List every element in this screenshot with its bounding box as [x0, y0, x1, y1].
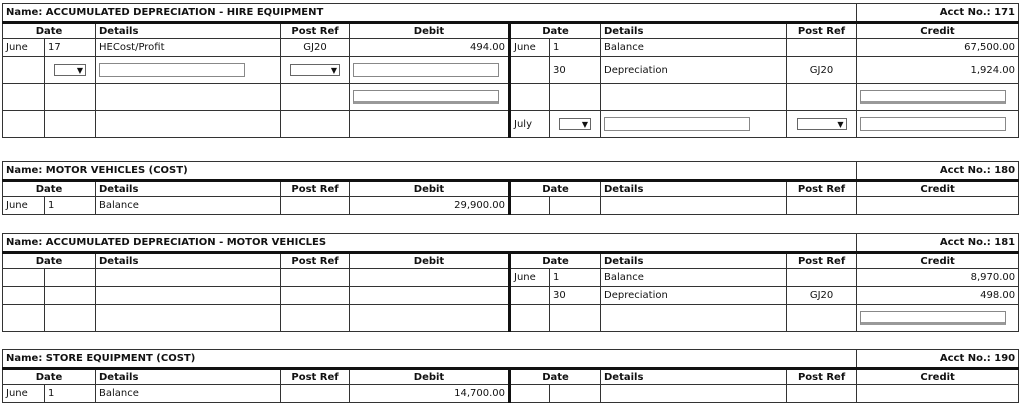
debit-amount: 494.00: [350, 39, 510, 57]
credit-details-cell: [601, 111, 787, 138]
debit-post-ref: [281, 269, 350, 287]
debit-post-ref: [281, 111, 350, 138]
credit-details: [601, 385, 787, 403]
credit-day-select[interactable]: [559, 118, 591, 130]
credit-date-header: Date: [510, 181, 601, 197]
account-number: Acct No.: 181: [857, 234, 1019, 253]
credit-date-header: Date: [510, 369, 601, 385]
credit-day: [550, 84, 601, 111]
debit-day: 1: [45, 197, 96, 215]
account-number: Acct No.: 180: [857, 162, 1019, 181]
debit-amount: [350, 305, 510, 332]
credit-month: June: [510, 269, 550, 287]
debit-details-header: Details: [96, 23, 281, 39]
debit-post-ref: [281, 305, 350, 332]
ledger-row: [3, 57, 1019, 84]
credit-details-header: Details: [601, 369, 787, 385]
credit-post-ref: GJ20: [787, 57, 857, 84]
debit-details-input[interactable]: [99, 63, 245, 77]
debit-day: [45, 269, 96, 287]
dropdown-arrow-icon: ▼: [837, 120, 844, 129]
credit-amount: [857, 197, 1019, 215]
debit-month: [3, 84, 45, 111]
credit-details: [601, 84, 787, 111]
credit-amount: 67,500.00: [857, 39, 1019, 57]
debit-post-ref: [281, 84, 350, 111]
debit-month: [3, 305, 45, 332]
credit-post-ref-header: Post Ref: [787, 23, 857, 39]
debit-details: Balance: [96, 385, 281, 403]
debit-details: Balance: [96, 197, 281, 215]
debit-header: Debit: [350, 253, 510, 269]
credit-details: Depreciation: [601, 57, 787, 84]
credit-details: [601, 197, 787, 215]
account-number: Acct No.: 190: [857, 350, 1019, 369]
debit-day: [45, 305, 96, 332]
credit-post-ref-cell: [787, 111, 857, 138]
credit-month: [510, 385, 550, 403]
debit-amount-input[interactable]: [353, 63, 499, 77]
credit-total-input[interactable]: [860, 311, 1006, 325]
debit-post-ref-cell: [281, 57, 350, 84]
ledger-row: [3, 305, 1019, 332]
debit-amount-cell: [350, 84, 510, 111]
debit-post-ref: GJ20: [281, 39, 350, 57]
credit-amount-cell: [857, 111, 1019, 138]
credit-date-header: Date: [510, 253, 601, 269]
debit-month: [3, 111, 45, 138]
credit-post-ref: [787, 39, 857, 57]
account-name: Name: STORE EQUIPMENT (COST): [3, 350, 857, 369]
debit-amount: 14,700.00: [350, 385, 510, 403]
debit-post-ref-header: Post Ref: [281, 181, 350, 197]
credit-details: Depreciation: [601, 287, 787, 305]
credit-date-header: Date: [510, 23, 601, 39]
credit-post-ref: [787, 197, 857, 215]
account-name: Name: MOTOR VEHICLES (COST): [3, 162, 857, 181]
credit-post-ref-header: Post Ref: [787, 181, 857, 197]
debit-details-header: Details: [96, 181, 281, 197]
debit-month: June: [3, 197, 45, 215]
credit-day: 1: [550, 269, 601, 287]
account-name: Name: ACCUMULATED DEPRECIATION - MOTOR VEHICLES: [3, 234, 857, 253]
credit-amount: 498.00: [857, 287, 1019, 305]
debit-details: [96, 305, 281, 332]
account-number: Acct No.: 171: [857, 4, 1019, 23]
credit-month: [510, 57, 550, 84]
debit-details: [96, 111, 281, 138]
credit-day: [550, 305, 601, 332]
dropdown-arrow-icon: ▼: [581, 120, 588, 129]
debit-month: [3, 287, 45, 305]
credit-details: [601, 305, 787, 332]
credit-details-header: Details: [601, 253, 787, 269]
debit-details-header: Details: [96, 253, 281, 269]
credit-amount-input[interactable]: [860, 117, 1006, 131]
ledger-row: [3, 287, 1019, 305]
credit-month: [510, 197, 550, 215]
debit-post-ref-header: Post Ref: [281, 253, 350, 269]
debit-day-cell: [45, 57, 96, 84]
credit-amount-cell: [857, 84, 1019, 111]
debit-details: HECost/Profit: [96, 39, 281, 57]
dropdown-arrow-icon: ▼: [76, 66, 83, 75]
debit-details: [96, 269, 281, 287]
debit-header: Debit: [350, 181, 510, 197]
debit-day-select[interactable]: [54, 64, 86, 76]
debit-day: [45, 111, 96, 138]
credit-details-header: Details: [601, 23, 787, 39]
debit-total-input[interactable]: [353, 90, 499, 104]
credit-day: 1: [550, 39, 601, 57]
debit-day: 17: [45, 39, 96, 57]
credit-post-ref: [787, 269, 857, 287]
credit-day: 30: [550, 287, 601, 305]
ledger-row: [3, 39, 1019, 57]
debit-date-header: Date: [3, 23, 96, 39]
credit-header: Credit: [857, 369, 1019, 385]
ledger-acc-dep-motor-vehicles: [2, 233, 1019, 332]
debit-post-ref-header: Post Ref: [281, 23, 350, 39]
credit-month: [510, 84, 550, 111]
debit-details: [96, 287, 281, 305]
ledger-row: [3, 84, 1019, 111]
credit-month: [510, 305, 550, 332]
debit-day: [45, 287, 96, 305]
credit-post-ref: GJ20: [787, 287, 857, 305]
credit-day: 30: [550, 57, 601, 84]
debit-header: Debit: [350, 369, 510, 385]
debit-header: Debit: [350, 23, 510, 39]
credit-amount: 1,924.00: [857, 57, 1019, 84]
credit-post-ref-header: Post Ref: [787, 253, 857, 269]
ledger-store-equipment-cost: [2, 349, 1019, 403]
credit-header: Credit: [857, 181, 1019, 197]
credit-details: Balance: [601, 39, 787, 57]
credit-amount-cell: [857, 305, 1019, 332]
credit-month: June: [510, 39, 550, 57]
ledger-row: [3, 197, 1019, 215]
debit-day: 1: [45, 385, 96, 403]
account-name: Name: ACCUMULATED DEPRECIATION - HIRE EQUIPMENT: [3, 4, 857, 23]
credit-amount: [857, 385, 1019, 403]
ledger-row: [3, 111, 1019, 138]
credit-amount: 8,970.00: [857, 269, 1019, 287]
debit-month: [3, 57, 45, 84]
credit-header: Credit: [857, 23, 1019, 39]
debit-details: [96, 84, 281, 111]
ledger-row: [3, 385, 1019, 403]
debit-post-ref-header: Post Ref: [281, 369, 350, 385]
debit-post-ref-select[interactable]: [290, 64, 340, 76]
debit-month: June: [3, 385, 45, 403]
debit-date-header: Date: [3, 253, 96, 269]
debit-post-ref: [281, 385, 350, 403]
debit-amount: [350, 269, 510, 287]
credit-details: Balance: [601, 269, 787, 287]
credit-post-ref: [787, 84, 857, 111]
credit-day: [550, 385, 601, 403]
credit-details-input[interactable]: [604, 117, 750, 131]
credit-month: July: [510, 111, 550, 138]
credit-total-input[interactable]: [860, 90, 1006, 104]
debit-month: June: [3, 39, 45, 57]
credit-day-cell: [550, 111, 601, 138]
debit-date-header: Date: [3, 369, 96, 385]
credit-month: [510, 287, 550, 305]
debit-details-header: Details: [96, 369, 281, 385]
credit-details-header: Details: [601, 181, 787, 197]
credit-post-ref-select[interactable]: [797, 118, 847, 130]
credit-post-ref-header: Post Ref: [787, 369, 857, 385]
debit-amount-cell: [350, 57, 510, 84]
debit-post-ref: [281, 287, 350, 305]
debit-day: [45, 84, 96, 111]
credit-day: [550, 197, 601, 215]
ledger-row: [3, 269, 1019, 287]
credit-header: Credit: [857, 253, 1019, 269]
ledger-motor-vehicles-cost: [2, 161, 1019, 215]
credit-post-ref: [787, 385, 857, 403]
debit-amount: [350, 111, 510, 138]
debit-date-header: Date: [3, 181, 96, 197]
debit-post-ref: [281, 197, 350, 215]
debit-amount: [350, 287, 510, 305]
debit-month: [3, 269, 45, 287]
debit-amount: 29,900.00: [350, 197, 510, 215]
credit-post-ref: [787, 305, 857, 332]
debit-details-cell: [96, 57, 281, 84]
dropdown-arrow-icon: ▼: [330, 66, 337, 75]
ledger-acc-dep-hire-equipment: [2, 3, 1019, 138]
